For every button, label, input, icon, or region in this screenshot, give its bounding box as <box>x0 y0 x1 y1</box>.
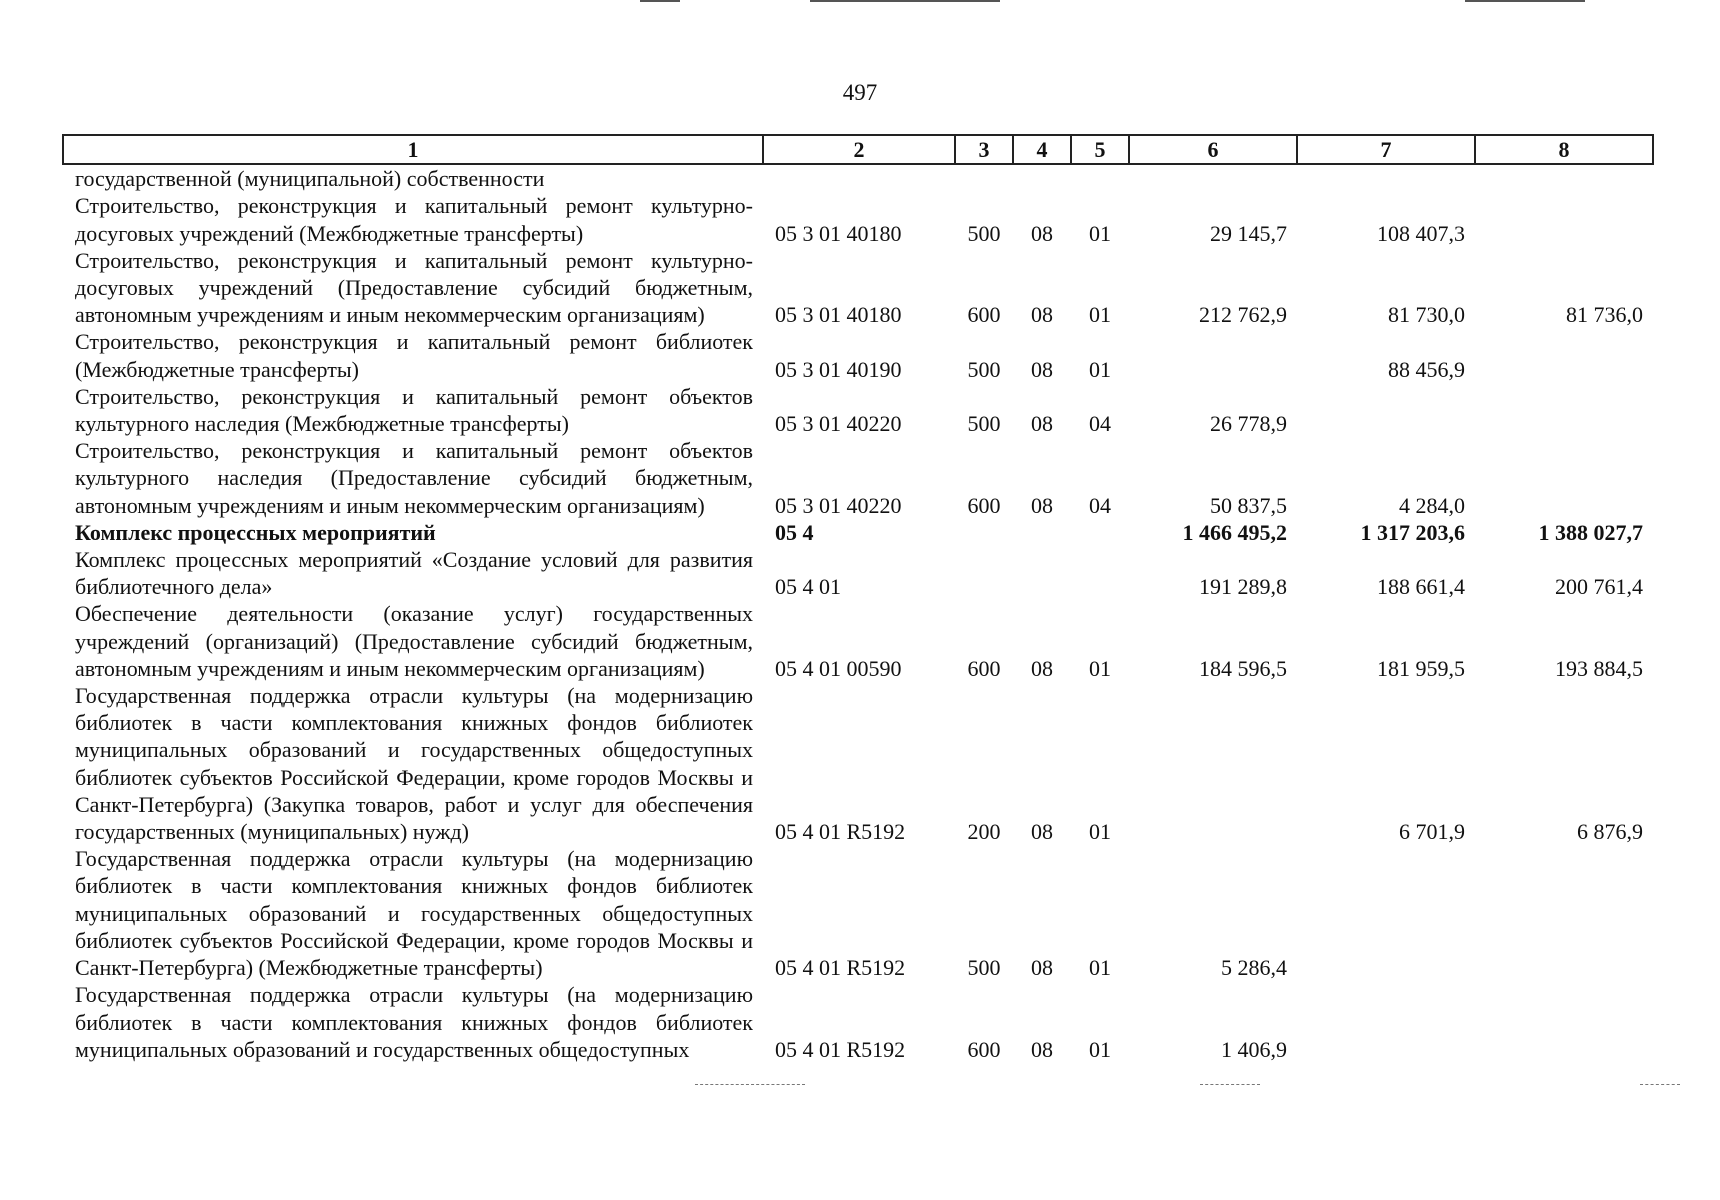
amount-col-8 <box>1475 981 1653 1063</box>
table-body <box>63 164 1653 1063</box>
table-row <box>63 192 1653 246</box>
table-row <box>63 519 1653 546</box>
amount-col-6: 1 406,9 <box>1221 1036 1287 1062</box>
budget-code: 05 4 01 R5192 <box>775 955 906 981</box>
subsection-code: 01 <box>1089 302 1111 328</box>
amount-col-8 <box>1475 845 1653 981</box>
section-code: 08 <box>1031 1036 1053 1062</box>
column-header: 6 <box>1129 135 1297 164</box>
amount-col-6: 184 596,5 <box>1199 655 1287 681</box>
table-row <box>63 383 1653 437</box>
amount-col-8 <box>1475 383 1653 437</box>
subsection-code: 01 <box>1089 655 1111 681</box>
budget-code: 05 3 01 40190 <box>775 356 902 382</box>
table-row <box>63 247 1653 329</box>
table-row <box>63 328 1653 382</box>
subsection-code: 04 <box>1089 492 1111 518</box>
budget-code: 05 4 01 R5192 <box>775 819 906 845</box>
page-number: 497 <box>842 80 878 105</box>
amount-col-8 <box>1475 328 1653 382</box>
row-name: Строительство, реконструкция и капитальный ремонт объектов культурного наследия (Предоставление субсидий бюджетным, автономным учреждениям и иным некоммерческим организациям) <box>75 438 753 518</box>
budget-code: 05 3 01 40180 <box>775 220 902 246</box>
section-code: 08 <box>1031 492 1053 518</box>
expense-type-code: 200 <box>967 819 1001 845</box>
amount-col-6: 26 778,9 <box>1210 411 1287 437</box>
amount-col-6 <box>1129 682 1297 845</box>
section-code: 08 <box>1031 302 1053 328</box>
table-row <box>63 600 1653 682</box>
amount-col-8 <box>1475 192 1653 246</box>
amount-col-6: 29 145,7 <box>1210 220 1287 246</box>
table-row <box>63 981 1653 1063</box>
amount-col-7: 88 456,9 <box>1388 356 1465 382</box>
amount-col-7 <box>1297 164 1475 192</box>
amount-col-6: 212 762,9 <box>1199 302 1287 328</box>
amount-col-7: 181 959,5 <box>1377 655 1465 681</box>
budget-code: 05 4 01 00590 <box>775 655 902 681</box>
table-row <box>63 682 1653 845</box>
amount-col-7: 6 701,9 <box>1399 819 1465 845</box>
amount-col-6 <box>1129 164 1297 192</box>
row-name: Обеспечение деятельности (оказание услуг) государственных учреждений (организаций) (Предоставление субсидий бюджетным, автономным учреждениям и иным некоммерческим организациям) <box>75 601 753 681</box>
budget-code: 05 4 <box>775 519 814 545</box>
subsection-code: 01 <box>1089 955 1111 981</box>
subsection-code: 04 <box>1089 411 1111 437</box>
column-header: 4 <box>1013 135 1071 164</box>
expense-type-code: 600 <box>967 302 1001 328</box>
section-code: 08 <box>1031 955 1053 981</box>
scan-edge-line <box>1465 0 1585 2</box>
expense-type-code <box>955 164 1013 192</box>
budget-code: 05 3 01 40220 <box>775 411 902 437</box>
section-code: 08 <box>1031 411 1053 437</box>
expense-type-code: 500 <box>967 955 1001 981</box>
amount-col-8: 6 876,9 <box>1577 819 1643 845</box>
budget-code: 05 3 01 40220 <box>775 492 902 518</box>
amount-col-6: 5 286,4 <box>1221 955 1287 981</box>
expense-type-code: 600 <box>967 1036 1001 1062</box>
expense-type-code: 600 <box>967 492 1001 518</box>
amount-col-7: 81 730,0 <box>1388 302 1465 328</box>
row-name: государственной (муниципальной) собственности <box>75 166 545 192</box>
amount-col-6: 191 289,8 <box>1199 574 1287 600</box>
table-row <box>63 437 1653 519</box>
row-name: Строительство, реконструкция и капитальный ремонт объектов культурного наследия (Межбюджетные трансферты) <box>75 383 753 437</box>
amount-col-7: 188 661,4 <box>1377 574 1465 600</box>
amount-col-7: 4 284,0 <box>1399 492 1465 518</box>
section-code: 08 <box>1031 220 1053 246</box>
expense-type-code: 500 <box>967 220 1001 246</box>
row-name: Комплекс процессных мероприятий <box>75 519 436 545</box>
amount-col-7 <box>1297 845 1475 981</box>
amount-col-7: 1 317 203,6 <box>1360 519 1465 545</box>
section-code <box>1013 519 1071 546</box>
amount-col-7: 108 407,3 <box>1377 220 1465 246</box>
scan-edge-line <box>810 0 1000 2</box>
row-name: Строительство, реконструкция и капитальный ремонт культурно-досуговых учреждений (Предоставление субсидий бюджетным, автономным учреждениям и иным некоммерческим организациям) <box>75 247 753 328</box>
scan-edge-line <box>1200 1084 1260 1086</box>
expense-type-code: 500 <box>967 356 1001 382</box>
amount-col-8 <box>1475 164 1653 192</box>
amount-col-6 <box>1129 328 1297 382</box>
expense-type-code: 600 <box>967 655 1001 681</box>
scan-edge-line <box>640 0 680 2</box>
amount-col-7 <box>1297 383 1475 437</box>
table-header-row <box>63 135 1653 164</box>
subsection-code <box>1071 546 1129 600</box>
row-name: Государственная поддержка отрасли культуры (на модернизацию библиотек в части комплектования книжных фондов библиотек муниципальных образований и государственных общедоступных библиотек субъектов Российской Федерации, кроме городов Москвы и Санкт-Петербурга) (Закупка товаров, работ и услуг для обеспечения государственных (муниципальных) нужд) <box>75 683 753 845</box>
expense-type-code <box>955 519 1013 546</box>
column-header: 7 <box>1297 135 1475 164</box>
section-code: 08 <box>1031 655 1053 681</box>
row-name: Государственная поддержка отрасли культуры (на модернизацию библиотек в части комплектования книжных фондов библиотек муниципальных образований и государственных общедоступных библиотек субъектов Российской Федерации, кроме городов Москвы и Санкт-Петербурга) (Межбюджетные трансферты) <box>75 846 753 981</box>
row-name: Строительство, реконструкция и капитальный ремонт культурно-досуговых учреждений (Межбюджетные трансферты) <box>75 193 753 246</box>
amount-col-8 <box>1475 437 1653 519</box>
column-header: 8 <box>1475 135 1653 164</box>
row-name: Комплекс процессных мероприятий «Создание условий для развития библиотечного дела» <box>75 547 753 600</box>
table-row <box>63 546 1653 600</box>
subsection-code: 01 <box>1089 356 1111 382</box>
table-row <box>63 845 1653 981</box>
amount-col-7 <box>1297 981 1475 1063</box>
table-row <box>63 164 1653 192</box>
row-name: Строительство, реконструкция и капитальный ремонт библиотек (Межбюджетные трансферты) <box>75 329 753 382</box>
budget-code: 05 4 01 <box>775 574 841 600</box>
subsection-code <box>1071 519 1129 546</box>
budget-code: 05 3 01 40180 <box>775 302 902 328</box>
amount-col-8: 1 388 027,7 <box>1538 519 1643 545</box>
column-header: 2 <box>763 135 955 164</box>
scan-edge-line <box>1640 1084 1680 1086</box>
subsection-code <box>1071 164 1129 192</box>
column-header: 3 <box>955 135 1013 164</box>
scan-edge-line <box>695 1084 805 1086</box>
amount-col-8: 193 884,5 <box>1555 655 1643 681</box>
expense-type-code <box>955 546 1013 600</box>
budget-table <box>62 134 1654 1063</box>
expense-type-code: 500 <box>967 411 1001 437</box>
column-header: 5 <box>1071 135 1129 164</box>
section-code: 08 <box>1031 819 1053 845</box>
amount-col-6: 1 466 495,2 <box>1182 519 1287 545</box>
budget-code <box>763 164 955 192</box>
amount-col-8: 200 761,4 <box>1555 574 1643 600</box>
amount-col-6: 50 837,5 <box>1210 492 1287 518</box>
amount-col-8: 81 736,0 <box>1566 302 1643 328</box>
row-name: Государственная поддержка отрасли культуры (на модернизацию библиотек в части комплектования книжных фондов библиотек муниципальных образований и государственных общедоступных <box>75 982 753 1062</box>
section-code <box>1013 546 1071 600</box>
subsection-code: 01 <box>1089 1036 1111 1062</box>
budget-code: 05 4 01 R5192 <box>775 1036 906 1062</box>
subsection-code: 01 <box>1089 220 1111 246</box>
subsection-code: 01 <box>1089 819 1111 845</box>
column-header: 1 <box>63 135 763 164</box>
section-code <box>1013 164 1071 192</box>
section-code: 08 <box>1031 356 1053 382</box>
